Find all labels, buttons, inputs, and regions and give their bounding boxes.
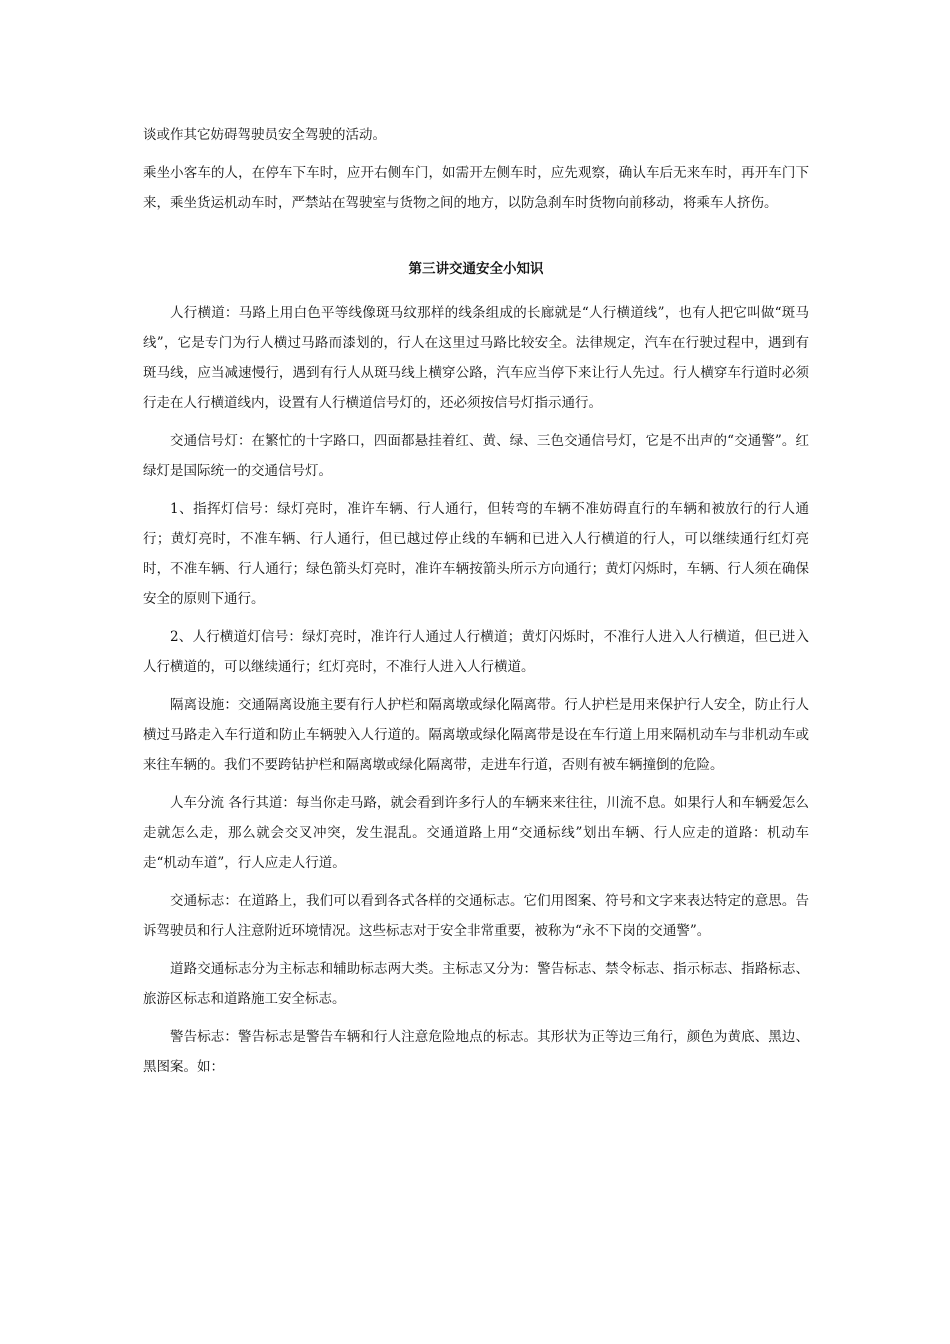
paragraph-warning-signs: 警告标志：警告标志是警告车辆和行人注意危险地点的标志。其形状为正等边三角行，颜色为黄底、黑边、黑图案。如： [143,1029,809,1075]
paragraph-sign-categories: 道路交通标志分为主标志和辅助标志两大类。主标志又分为：警告标志、禁令标志、指示标志、指路标志、旅游区标志和道路施工安全标志。 [143,961,809,1007]
continuation-paragraph-1: 谈或作其它妨碍驾驶员安全驾驶的活动。 [143,127,386,143]
continuation-paragraph-2: 乘坐小客车的人，在停车下车时，应开右侧车门，如需开左侧车时，应先观察，确认车后无来车时，再开车门下来，乘坐货运机动车时，严禁站在驾驶室与货物之间的地方，以防急刹车时货物向前移动，将乘车人挤伤。 [143,165,809,211]
paragraph-command-signals: 1、指挥灯信号：绿灯亮时，准许车辆、行人通行，但转弯的车辆不准妨碍直行的车辆和被放行的行人通行；黄灯亮时，不准车辆、行人通行，但已越过停止线的车辆和已进入人行横道的行人，可以继续通行红灯亮时，不准车辆、行人通行；绿色箭头灯亮时，准许车辆按箭头所示方向通行；黄灯闪烁时，车辆、行人须在确保安全的原则下通行。 [143,501,809,607]
paragraph-isolation-facilities: 隔离设施：交通隔离设施主要有行人护栏和隔离墩或绿化隔离带。行人护栏是用来保护行人安全，防止行人横过马路走入车行道和防止车辆驶入人行道的。隔离墩或绿化隔离带是设在车行道上用来隔机动车与非机动车或来往车辆的。我们不要跨钻护栏和隔离墩或绿化隔离带，走进车行道，否则有被车辆撞倒的危险。 [143,697,809,773]
section-title: 第三讲交通安全小知识 [408,261,544,277]
paragraph-crosswalk: 人行横道：马路上用白色平等线像斑马纹那样的线条组成的长廊就是“人行横道线”，也有人把它叫做“斑马线”，它是专门为行人横过马路而漆划的，行人在这里过马路比较安全。法律规定，汽车在行驶过程中，遇到有斑马线，应当减速慢行，遇到有行人从斑马线上横穿公路，汽车应当停下来让行人先过。行人横穿车行道时必须行走在人行横道线内，设置有人行横道信号灯的，还必须按信号灯指示通行。 [143,305,809,411]
document-page [143,120,809,1082]
paragraph-crosswalk-signals: 2、人行横道灯信号：绿灯亮时，准许行人通过人行横道；黄灯闪烁时，不准行人进入人行横道，但已进入人行横道的，可以继续通行；红灯亮时，不准行人进入人行横道。 [143,629,809,675]
paragraph-separation: 人车分流 各行其道：每当你走马路，就会看到许多行人的车辆来来往往，川流不息。如果行人和车辆爱怎么走就怎么走，那么就会交叉冲突，发生混乱。交通道路上用“交通标线”划出车辆、行人应走的道路：机动车走“机动车道”，行人应走人行道。 [143,795,809,871]
paragraph-traffic-signs: 交通标志：在道路上，我们可以看到各式各样的交通标志。它们用图案、符号和文字来表达特定的意思。告诉驾驶员和行人注意附近环境情况。这些标志对于安全非常重要，被称为“永不下岗的交通警”。 [143,893,809,939]
paragraph-traffic-lights: 交通信号灯：在繁忙的十字路口，四面都悬挂着红、黄、绿、三色交通信号灯，它是不出声的“交通警”。红绿灯是国际统一的交通信号灯。 [143,433,809,479]
